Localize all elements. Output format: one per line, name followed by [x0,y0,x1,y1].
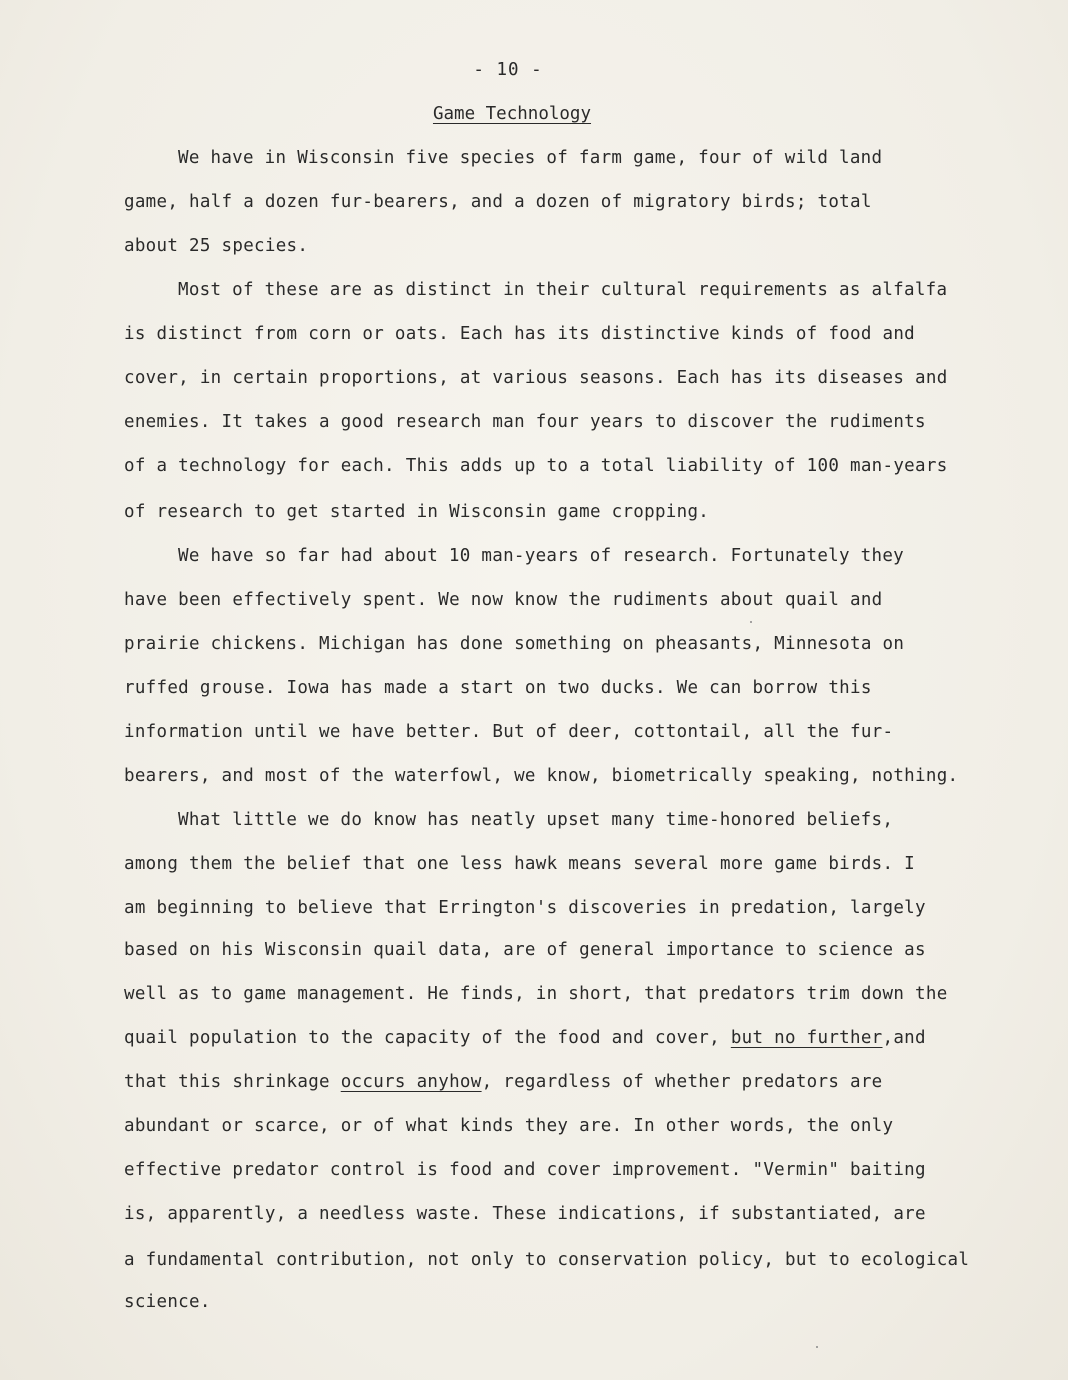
text-line-with-emphasis [124,1028,926,1048]
text-line: based on his Wisconsin quail data, are of general importance to science as [124,940,926,960]
text-line: about 25 species. [124,236,309,256]
page-number: - 10 - [473,60,543,80]
text-line: science. [124,1292,211,1312]
text-line: ruffed grouse. Iowa has made a start on two ducks. We can borrow this [124,678,872,698]
text-line: is, apparently, a needless waste. These indications, if substantiated, are [124,1204,926,1224]
text-line: game, half a dozen fur-bearers, and a dozen of migratory birds; total [124,192,872,212]
text-line: am beginning to believe that Errington's discoveries in predation, largely [124,898,926,918]
text-line: prairie chickens. Michigan has done something on pheasants, Minnesota on [124,634,905,654]
underlined-emphasis: but no further [730,1028,883,1048]
paper-speck [750,621,752,623]
text-line: of a technology for each. This adds up to a total liability of 100 man-years [124,456,948,476]
text-segment: ,and [882,1028,926,1048]
text-segment: quail population to the capacity of the food and cover, [124,1028,731,1048]
text-line-with-emphasis [124,1072,883,1092]
text-line: have been effectively spent. We now know the rudiments about quail and [124,590,883,610]
text-line: Most of these are as distinct in their cultural requirements as alfalfa [178,280,948,300]
text-line: We have so far had about 10 man-years of research. Fortunately they [178,546,905,566]
text-line: cover, in certain proportions, at various seasons. Each has its diseases and [124,368,948,388]
text-line: abundant or scarce, or of what kinds they are. In other words, the only [124,1116,894,1136]
text-line: We have in Wisconsin five species of farm game, four of wild land [178,148,883,168]
section-heading [0,104,1024,124]
underlined-emphasis: occurs anyhow [340,1072,482,1092]
text-line: What little we do know has neatly upset many time-honored beliefs, [178,810,894,830]
text-line: well as to game management. He finds, in short, that predators trim down the [124,984,948,1004]
text-line: among them the belief that one less hawk means several more game birds. I [124,854,916,874]
text-line: of research to get started in Wisconsin game cropping. [124,502,710,522]
paper-speck [816,1346,818,1348]
text-segment: that this shrinkage [124,1072,341,1092]
section-heading-text: Game Technology [432,104,592,124]
text-line: bearers, and most of the waterfowl, we know, biometrically speaking, nothing. [124,766,959,786]
text-segment: , regardless of whether predators are [481,1072,883,1092]
text-line: is distinct from corn or oats. Each has its distinctive kinds of food and [124,324,916,344]
text-line: a fundamental contribution, not only to conservation policy, but to ecological [124,1250,970,1270]
text-line: information until we have better. But of deer, cottontail, all the fur- [124,722,894,742]
text-line: enemies. It takes a good research man four years to discover the rudiments [124,412,926,432]
text-line: effective predator control is food and cover improvement. "Vermin" baiting [124,1160,926,1180]
